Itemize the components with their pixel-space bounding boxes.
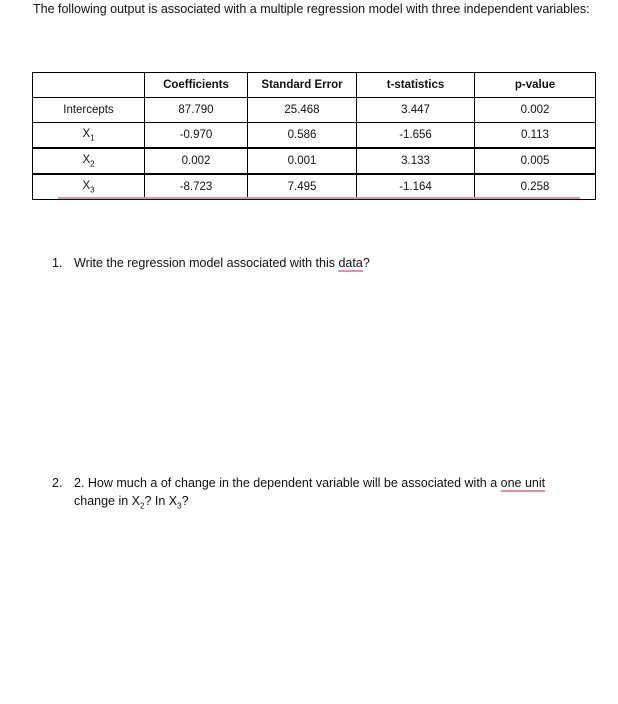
cell-coefficient: -8.723 (145, 174, 248, 200)
question-2-line-2: change in $X_2$? In $X_3$? (74, 494, 189, 511)
question-1-number: 1. (52, 256, 63, 270)
cell-t-statistic: 3.133 (357, 148, 475, 174)
header-coefficients: Coefficients (145, 73, 248, 98)
intro-text: The following output is associated with a multiple regression model with three independent variables: (33, 2, 590, 16)
cell-standard-error: 25.468 (248, 98, 357, 123)
cell-coefficient: 87.790 (145, 98, 248, 123)
row-label: Intercepts (33, 98, 145, 123)
cell-standard-error: 0.586 (248, 123, 357, 149)
cell-p-value: 0.113 (475, 123, 596, 149)
cell-t-statistic: -1.656 (357, 123, 475, 149)
cell-p-value: 0.002 (475, 98, 596, 123)
cell-coefficient: 0.002 (145, 148, 248, 174)
table-row-x1 (33, 123, 596, 149)
header-empty (33, 73, 145, 98)
regression-output-table (32, 72, 596, 200)
header-p-value: p-value (475, 73, 596, 98)
cell-coefficient: -0.970 (145, 123, 248, 149)
row-label: $X_2$ (33, 148, 145, 174)
cell-p-value: 0.005 (475, 148, 596, 174)
regression-output-table-wrap (32, 72, 596, 200)
spellcheck-underline (58, 197, 580, 199)
cell-standard-error: 0.001 (248, 148, 357, 174)
question-2-text: 2. How much a of change in the dependent variable will be associated with a (74, 476, 501, 490)
table-row-intercepts (33, 98, 596, 123)
question-2-underlined-words: one unit (500, 476, 546, 490)
cell-standard-error: 7.495 (248, 174, 357, 200)
cell-p-value: 0.258 (475, 174, 596, 200)
table-row-x2 (33, 148, 596, 174)
row-label: $X_3$ (33, 174, 145, 200)
row-label: $X_1$ (33, 123, 145, 149)
cell-t-statistic: -1.164 (357, 174, 475, 200)
table-row-x3 (33, 174, 596, 200)
question-1-text: Write the regression model associated with this (74, 256, 339, 270)
question-1-underlined-word: data (338, 256, 363, 270)
header-standard-error: Standard Error (248, 73, 357, 98)
question-1: 1. Write the regression model associated with this data? (52, 256, 370, 270)
table-header-row (33, 73, 596, 98)
question-2-number: 2. (52, 476, 63, 490)
cell-t-statistic: 3.447 (357, 98, 475, 123)
header-t-statistics: t-statistics (357, 73, 475, 98)
question-2 (52, 474, 545, 516)
